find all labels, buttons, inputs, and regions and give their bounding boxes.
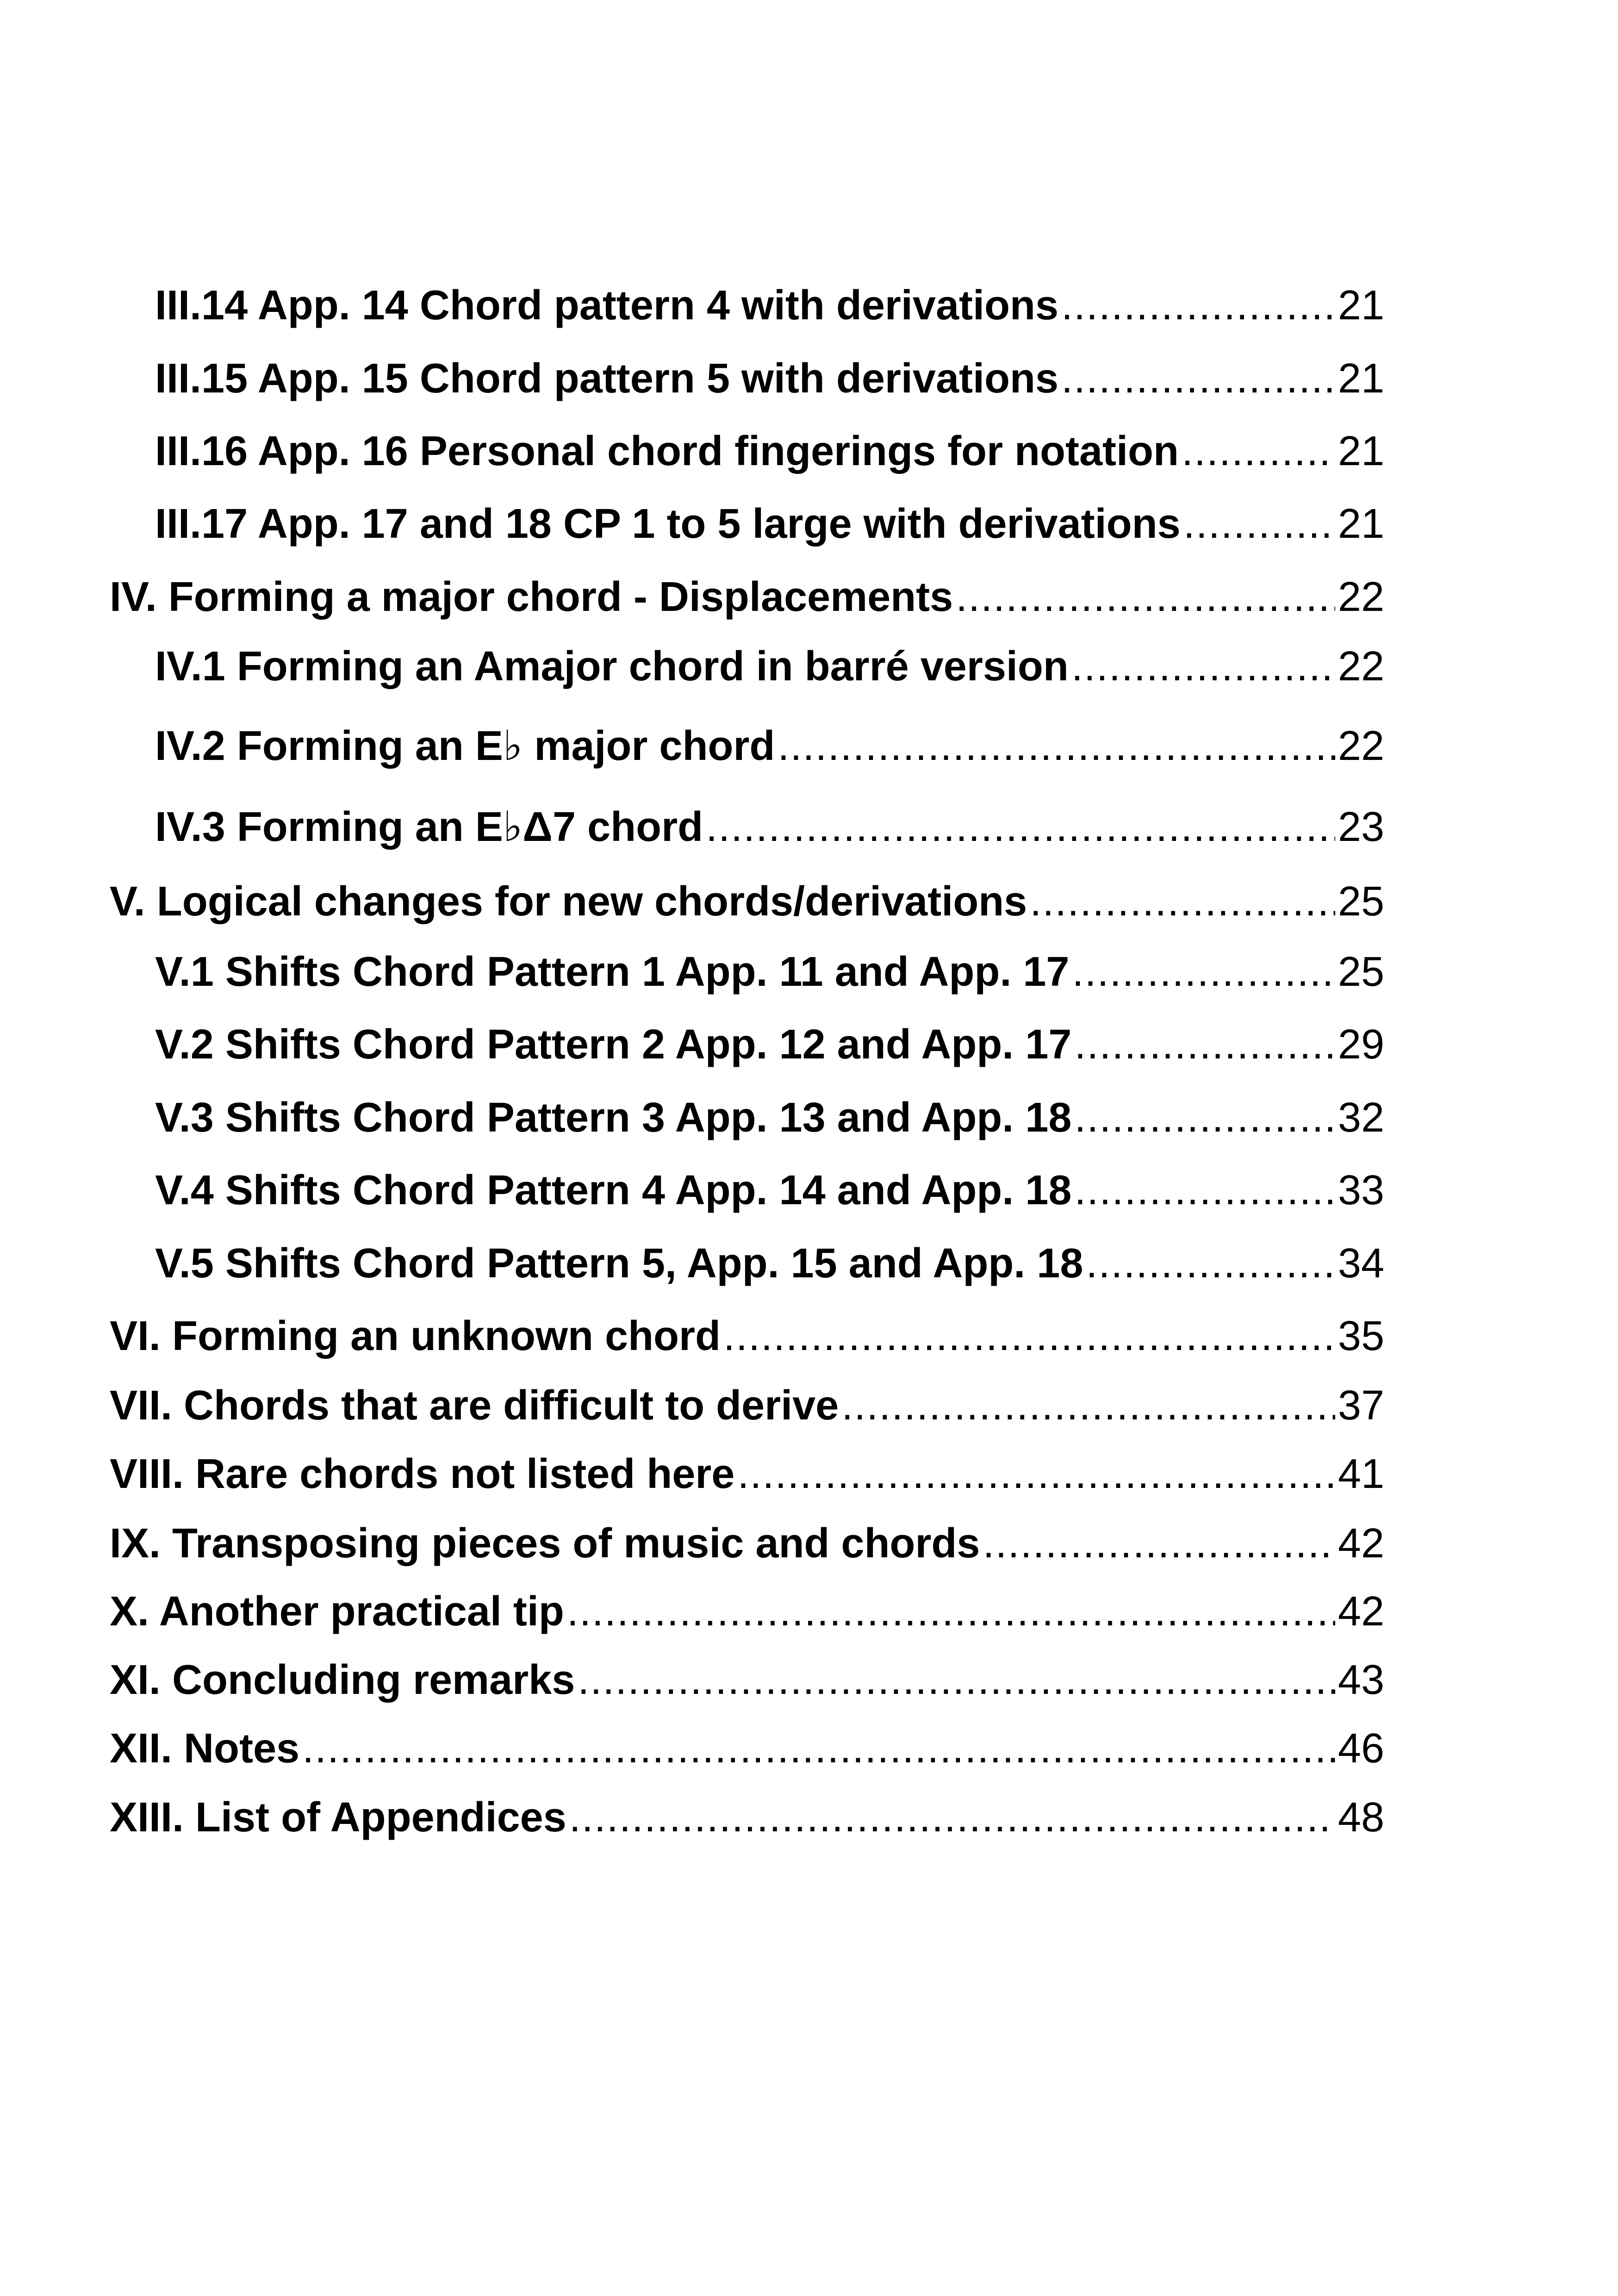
toc-entry-title: V.1 Shifts Chord Pattern 1 App. 11 and App. 17 <box>155 949 1070 995</box>
dot-leader <box>1072 944 1335 1000</box>
toc-entry-title: IX. Transposing pieces of music and chords <box>110 1520 980 1567</box>
toc-entry-title: XII. Notes <box>110 1725 300 1772</box>
toc-entry-page: 37 <box>1338 1382 1384 1429</box>
dot-leader <box>1182 423 1335 479</box>
dot-leader <box>737 1446 1335 1502</box>
toc-entry-iii-16[interactable] <box>155 423 1384 479</box>
dot-leader <box>302 1721 1335 1776</box>
dot-leader <box>723 1308 1335 1364</box>
toc-entry-v-1[interactable] <box>155 944 1384 1000</box>
toc-entry-page: 33 <box>1338 1167 1384 1213</box>
dot-leader <box>706 799 1335 855</box>
dot-leader <box>567 1584 1335 1639</box>
toc-entry-page: 25 <box>1338 878 1384 925</box>
toc-entry-v-5[interactable] <box>155 1236 1384 1291</box>
dot-leader <box>1061 278 1335 333</box>
toc-entry-title: III.17 App. 17 and 18 CP 1 to 5 large with derivations <box>155 501 1181 547</box>
dot-leader <box>1086 1236 1335 1291</box>
toc-entry-iv-3[interactable] <box>155 799 1384 855</box>
toc-entry-page: 22 <box>1338 643 1384 690</box>
toc-entry-title: X. Another practical tip <box>110 1588 564 1635</box>
dot-leader <box>1074 1090 1335 1145</box>
dot-leader <box>1061 351 1335 406</box>
toc-entry-title: V.2 Shifts Chord Pattern 2 App. 12 and App. 17 <box>155 1021 1072 1068</box>
toc-entry-iv-2[interactable] <box>155 718 1384 774</box>
toc-entry-title: XIII. List of Appendices <box>110 1794 566 1841</box>
toc-entry-title: IV.2 Forming an E♭ major chord <box>155 723 775 769</box>
dot-leader <box>1071 639 1335 694</box>
toc-entry-vii[interactable] <box>110 1378 1384 1433</box>
toc-entry-page: 42 <box>1338 1588 1384 1635</box>
toc-entry-title: V.4 Shifts Chord Pattern 4 App. 14 and App. 18 <box>155 1167 1072 1213</box>
toc-entry-title: V.3 Shifts Chord Pattern 3 App. 13 and App. 18 <box>155 1095 1072 1141</box>
toc-entry-v[interactable] <box>110 874 1384 929</box>
toc-entry-title: III.14 App. 14 Chord pattern 4 with derivations <box>155 282 1059 329</box>
toc-entry-page: 21 <box>1338 501 1384 547</box>
toc-entry-page: 48 <box>1338 1794 1384 1841</box>
toc-entry-title: V. Logical changes for new chords/derivations <box>110 878 1027 925</box>
toc-entry-v-2[interactable] <box>155 1017 1384 1072</box>
toc-entry-title: VIII. Rare chords not listed here <box>110 1451 735 1497</box>
dot-leader <box>983 1516 1335 1571</box>
toc-entry-title: IV.1 Forming an Amajor chord in barré version <box>155 643 1069 690</box>
toc-entry-page: 22 <box>1338 723 1384 769</box>
toc-entry-viii[interactable] <box>110 1446 1384 1502</box>
toc-entry-page: 21 <box>1338 428 1384 474</box>
toc-entry-iv[interactable] <box>110 569 1384 625</box>
dot-leader <box>778 718 1335 774</box>
toc-entry-page: 34 <box>1338 1240 1384 1287</box>
toc-entry-page: 23 <box>1338 804 1384 850</box>
toc-entry-page: 22 <box>1338 574 1384 620</box>
toc-entry-v-3[interactable] <box>155 1090 1384 1145</box>
toc-entry-vi[interactable] <box>110 1308 1384 1364</box>
toc-entry-v-4[interactable] <box>155 1163 1384 1218</box>
dot-leader <box>956 569 1335 625</box>
toc-entry-iii-15[interactable] <box>155 351 1384 406</box>
toc-entry-title: III.16 App. 16 Personal chord fingerings for notation <box>155 428 1179 474</box>
toc-entry-iv-1[interactable] <box>155 639 1384 694</box>
dot-leader <box>1183 496 1335 552</box>
toc-entry-title: III.15 App. 15 Chord pattern 5 with derivations <box>155 355 1059 402</box>
dot-leader <box>1074 1017 1335 1072</box>
toc-entry-xiii[interactable] <box>110 1790 1384 1845</box>
dot-leader <box>578 1652 1335 1708</box>
toc-entry-title: XI. Concluding remarks <box>110 1657 575 1703</box>
toc-entry-xii[interactable] <box>110 1721 1384 1776</box>
toc-entry-page: 21 <box>1338 355 1384 402</box>
toc-entry-title: IV. Forming a major chord - Displacements <box>110 574 953 620</box>
toc-entry-title: VII. Chords that are difficult to derive <box>110 1382 839 1429</box>
dot-leader <box>1030 874 1335 929</box>
toc-entry-page: 25 <box>1338 949 1384 995</box>
toc-entry-xi[interactable] <box>110 1652 1384 1708</box>
toc-entry-page: 43 <box>1338 1657 1384 1703</box>
toc-entry-page: 32 <box>1338 1095 1384 1141</box>
toc-entry-title: V.5 Shifts Chord Pattern 5, App. 15 and App. 18 <box>155 1240 1083 1287</box>
toc-entry-page: 46 <box>1338 1725 1384 1772</box>
toc-entry-page: 21 <box>1338 282 1384 329</box>
toc-entry-title: IV.3 Forming an E♭Δ7 chord <box>155 804 703 850</box>
toc-entry-page: 29 <box>1338 1021 1384 1068</box>
toc-entry-ix[interactable] <box>110 1516 1384 1571</box>
toc-entry-title: VI. Forming an unknown chord <box>110 1313 721 1359</box>
dot-leader <box>569 1790 1335 1845</box>
toc-entry-page: 41 <box>1338 1451 1384 1497</box>
toc-entry-page: 35 <box>1338 1313 1384 1359</box>
dot-leader <box>1074 1163 1335 1218</box>
toc-entry-iii-17[interactable] <box>155 496 1384 552</box>
toc-entry-iii-14[interactable] <box>155 278 1384 333</box>
dot-leader <box>841 1378 1335 1433</box>
toc-entry-x[interactable] <box>110 1584 1384 1639</box>
toc-entry-page: 42 <box>1338 1520 1384 1567</box>
